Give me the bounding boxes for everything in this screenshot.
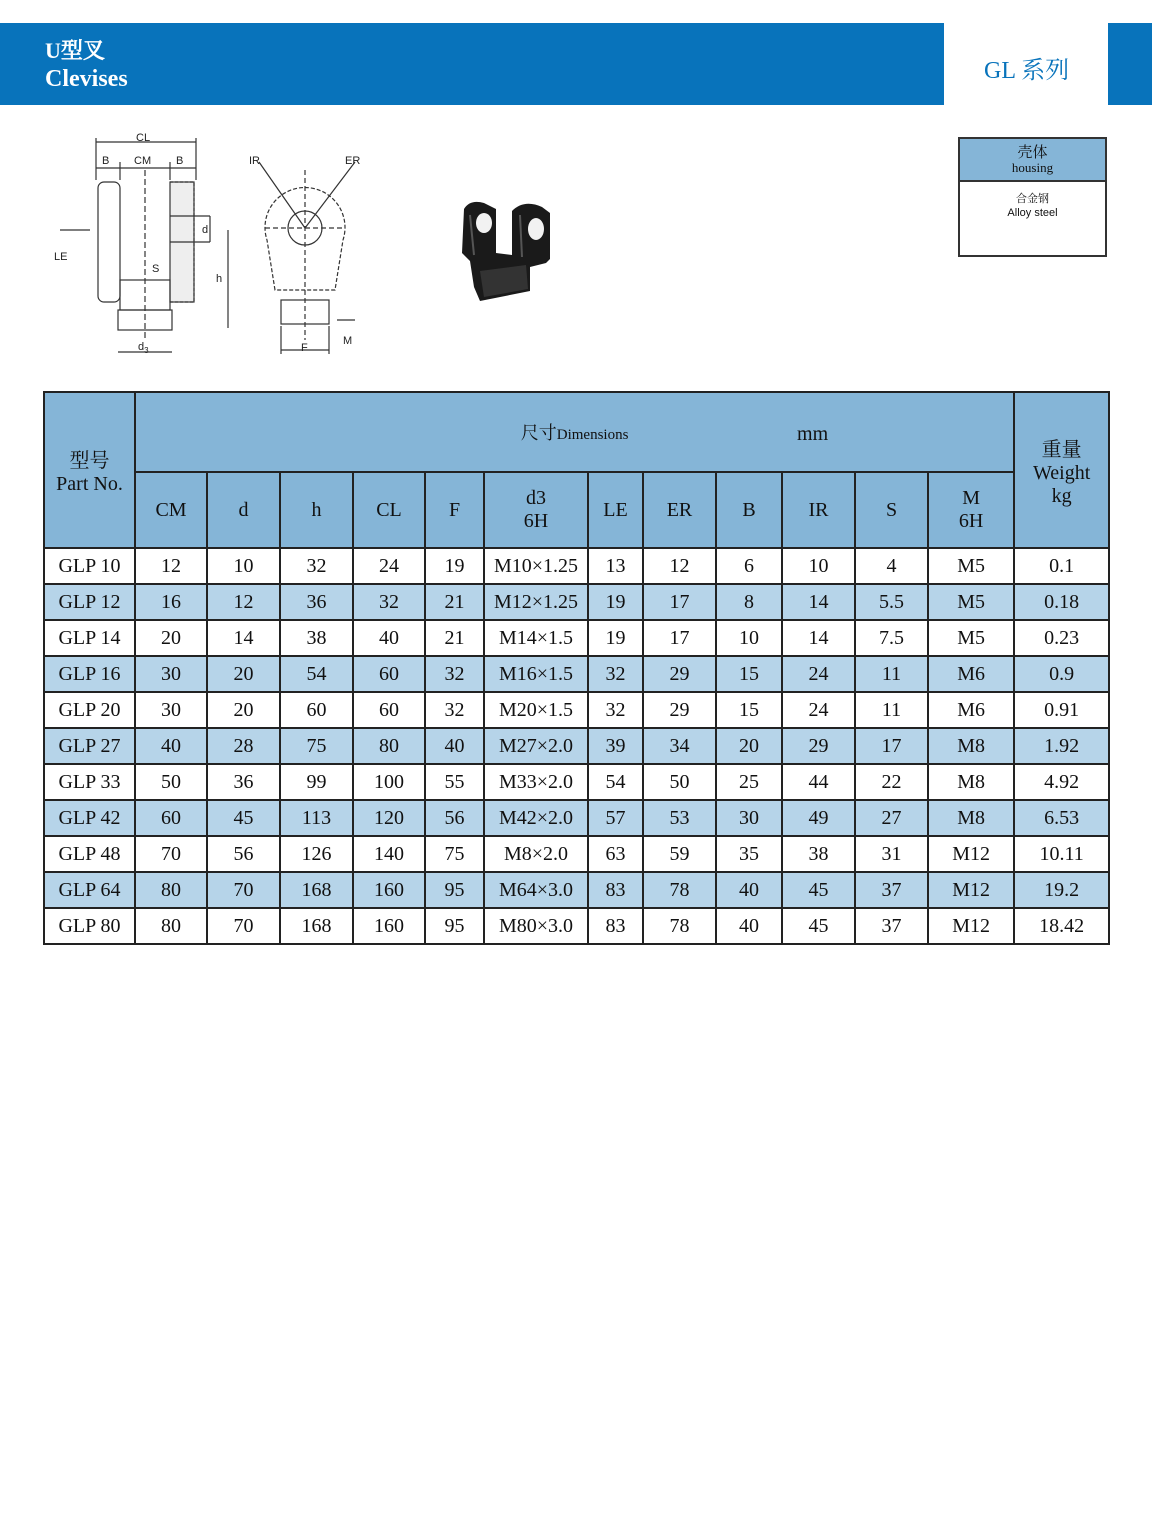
table-cell: M42×2.0 <box>484 800 588 836</box>
table-row <box>44 908 1109 944</box>
table-cell: 12 <box>135 548 207 584</box>
table-cell: 56 <box>425 800 484 836</box>
table-cell: 80 <box>135 908 207 944</box>
table-cell: 40 <box>353 620 425 656</box>
table-cell: 17 <box>643 584 716 620</box>
dimensions-header-cn: 尺寸 <box>520 423 557 443</box>
table-cell: 50 <box>135 764 207 800</box>
table-cell: 140 <box>353 836 425 872</box>
part-number-cell: GLP 14 <box>44 620 135 656</box>
table-cell: 60 <box>353 692 425 728</box>
table-cell: 160 <box>353 872 425 908</box>
column-header-label: IR <box>808 498 829 521</box>
table-cell: M8×2.0 <box>484 836 588 872</box>
table-cell: M5 <box>928 548 1014 584</box>
table-row <box>44 692 1109 728</box>
table-cell: M5 <box>928 584 1014 620</box>
table-cell: 22 <box>855 764 928 800</box>
column-header-sublabel: 6H <box>523 510 549 532</box>
dim-label-s: S <box>152 263 160 275</box>
table-cell: 5.5 <box>855 584 928 620</box>
weight-header-cn: 重量 <box>1041 438 1082 461</box>
page-title-cn: U型叉 <box>45 38 105 63</box>
table-cell: 45 <box>782 908 855 944</box>
column-header-label: d3 <box>526 487 546 509</box>
table-cell: 19 <box>425 548 484 584</box>
table-cell: 44 <box>782 764 855 800</box>
table-cell: 78 <box>643 872 716 908</box>
table-cell: 40 <box>716 908 782 944</box>
table-cell: 12 <box>207 584 280 620</box>
table-cell: M12 <box>928 836 1014 872</box>
column-header <box>207 472 280 548</box>
table-cell: M5 <box>928 620 1014 656</box>
table-cell: 14 <box>207 620 280 656</box>
table-cell: M16×1.5 <box>484 656 588 692</box>
table-cell: 54 <box>588 764 643 800</box>
table-cell: 30 <box>135 656 207 692</box>
table-cell: 54 <box>280 656 353 692</box>
table-cell: 19 <box>588 620 643 656</box>
table-cell: 38 <box>280 620 353 656</box>
dimensions-header <box>135 392 1014 472</box>
material-head-cn: 壳体 <box>1017 145 1048 161</box>
part-number-cell: GLP 12 <box>44 584 135 620</box>
table-cell: 17 <box>643 620 716 656</box>
table-cell: 45 <box>782 872 855 908</box>
table-cell: 29 <box>643 656 716 692</box>
table-cell: 17 <box>855 728 928 764</box>
column-header-label: CM <box>155 498 187 521</box>
table-cell: 75 <box>425 836 484 872</box>
table-cell: M20×1.5 <box>484 692 588 728</box>
table-cell: 15 <box>716 656 782 692</box>
table-row <box>44 872 1109 908</box>
table-cell: 32 <box>425 692 484 728</box>
table-cell: 49 <box>782 800 855 836</box>
table-cell: 14 <box>782 584 855 620</box>
dim-label-cl: CL <box>136 132 151 144</box>
weight-header <box>1014 392 1109 548</box>
part-number-cell: GLP 48 <box>44 836 135 872</box>
series-label: GL 系列 <box>984 58 1070 84</box>
material-value-cn: 合金钢 <box>1016 193 1049 205</box>
table-cell: 10 <box>716 620 782 656</box>
part-number-cell: GLP 80 <box>44 908 135 944</box>
table-cell: 28 <box>207 728 280 764</box>
column-header <box>855 472 928 548</box>
table-cell: 24 <box>782 656 855 692</box>
table-cell: 15 <box>716 692 782 728</box>
column-header <box>928 472 1014 548</box>
dim-label-ir: IR <box>249 155 260 167</box>
table-cell: 11 <box>855 656 928 692</box>
table-cell: 19 <box>588 584 643 620</box>
dim-label-b-right: B <box>176 155 184 167</box>
dimensions-table <box>43 391 1110 945</box>
table-cell: 70 <box>207 908 280 944</box>
table-cell: 16 <box>135 584 207 620</box>
table-cell: 0.18 <box>1014 584 1109 620</box>
column-header-label: h <box>311 498 322 521</box>
table-cell: 4.92 <box>1014 764 1109 800</box>
table-cell: 10 <box>207 548 280 584</box>
table-cell: M12 <box>928 872 1014 908</box>
table-cell: 56 <box>207 836 280 872</box>
part-number-cell: GLP 16 <box>44 656 135 692</box>
header-tab-block <box>1108 23 1152 105</box>
table-cell: 75 <box>280 728 353 764</box>
material-header <box>960 139 1105 182</box>
table-cell: 10.11 <box>1014 836 1109 872</box>
table-cell: M10×1.25 <box>484 548 588 584</box>
table-cell: 24 <box>782 692 855 728</box>
column-header <box>782 472 855 548</box>
table-cell: 37 <box>855 908 928 944</box>
weight-header-en: Weight <box>1033 461 1091 484</box>
table-row <box>44 764 1109 800</box>
table-cell: 20 <box>135 620 207 656</box>
table-cell: 0.23 <box>1014 620 1109 656</box>
column-header-label: B <box>742 498 756 521</box>
table-cell: 13 <box>588 548 643 584</box>
column-header <box>588 472 643 548</box>
part-number-cell: GLP 42 <box>44 800 135 836</box>
table-cell: 60 <box>280 692 353 728</box>
part-number-cell: GLP 64 <box>44 872 135 908</box>
header-band <box>0 23 944 105</box>
dim-label-er: ER <box>345 155 361 167</box>
table-cell: 168 <box>280 908 353 944</box>
table-cell: 36 <box>207 764 280 800</box>
table-cell: 80 <box>353 728 425 764</box>
table-cell: M64×3.0 <box>484 872 588 908</box>
column-header-label: F <box>448 498 461 521</box>
table-cell: M8 <box>928 800 1014 836</box>
table-cell: 70 <box>135 836 207 872</box>
table-cell: 168 <box>280 872 353 908</box>
page-title-en: Clevises <box>45 66 128 92</box>
table-cell: 18.42 <box>1014 908 1109 944</box>
column-header-label: S <box>885 498 898 521</box>
table-cell: 29 <box>782 728 855 764</box>
table-cell: 27 <box>855 800 928 836</box>
table-cell: 32 <box>588 692 643 728</box>
table-cell: 78 <box>643 908 716 944</box>
dimensions-unit: mm <box>797 423 829 445</box>
column-header-label: ER <box>666 498 693 521</box>
table-cell: 83 <box>588 908 643 944</box>
table-cell: 32 <box>353 584 425 620</box>
part-no-header <box>44 392 135 548</box>
table-cell: M12 <box>928 908 1014 944</box>
dim-label-b-left: B <box>102 155 110 167</box>
table-row <box>44 584 1109 620</box>
table-row <box>44 836 1109 872</box>
dim-label-d3: $d_3$ <box>138 341 149 355</box>
column-header-label: M <box>962 487 980 509</box>
table-cell: M8 <box>928 728 1014 764</box>
column-header-row <box>44 472 1109 548</box>
dim-label-d: d <box>202 224 209 236</box>
table-row <box>44 800 1109 836</box>
table-cell: 100 <box>353 764 425 800</box>
material-box <box>958 137 1107 257</box>
table-cell: M12×1.25 <box>484 584 588 620</box>
side-view-drawing <box>50 130 240 360</box>
table-cell: 160 <box>353 908 425 944</box>
table-cell: 45 <box>207 800 280 836</box>
front-view-drawing <box>245 150 375 360</box>
table-cell: 32 <box>588 656 643 692</box>
table-cell: 95 <box>425 872 484 908</box>
column-header <box>135 472 207 548</box>
table-cell: 59 <box>643 836 716 872</box>
column-header <box>716 472 782 548</box>
dim-label-h: h <box>216 273 223 285</box>
table-cell: 32 <box>425 656 484 692</box>
table-cell: M27×2.0 <box>484 728 588 764</box>
table-cell: 35 <box>716 836 782 872</box>
table-cell: 6.53 <box>1014 800 1109 836</box>
table-cell: 53 <box>643 800 716 836</box>
column-header-label: d <box>238 498 249 521</box>
table-cell: M33×2.0 <box>484 764 588 800</box>
dim-label-le: LE <box>54 251 68 263</box>
table-cell: 99 <box>280 764 353 800</box>
table-cell: 95 <box>425 908 484 944</box>
table-cell: 37 <box>855 872 928 908</box>
dim-label-m: M <box>343 335 353 347</box>
table-cell: 11 <box>855 692 928 728</box>
column-header <box>643 472 716 548</box>
table-cell: 25 <box>716 764 782 800</box>
table-cell: M14×1.5 <box>484 620 588 656</box>
table-cell: M6 <box>928 692 1014 728</box>
weight-header-unit: kg <box>1051 484 1072 507</box>
column-header <box>353 472 425 548</box>
table-cell: 24 <box>353 548 425 584</box>
table-cell: 36 <box>280 584 353 620</box>
table-cell: 60 <box>135 800 207 836</box>
table-cell: 83 <box>588 872 643 908</box>
table-cell: 21 <box>425 620 484 656</box>
part-number-cell: GLP 20 <box>44 692 135 728</box>
table-cell: 40 <box>716 872 782 908</box>
table-cell: 20 <box>716 728 782 764</box>
table-cell: 0.1 <box>1014 548 1109 584</box>
part-number-cell: GLP 27 <box>44 728 135 764</box>
table-row <box>44 728 1109 764</box>
table-cell: 113 <box>280 800 353 836</box>
column-header-sublabel: 6H <box>958 510 984 532</box>
table-cell: 50 <box>643 764 716 800</box>
table-cell: 0.9 <box>1014 656 1109 692</box>
table-cell: M6 <box>928 656 1014 692</box>
table-cell: 39 <box>588 728 643 764</box>
table-cell: 63 <box>588 836 643 872</box>
table-cell: 8 <box>716 584 782 620</box>
table-cell: M80×3.0 <box>484 908 588 944</box>
dimensions-header-en: Dimensions <box>556 427 629 443</box>
part-no-header-cn: 型号 <box>69 450 110 472</box>
dim-label-f: F <box>301 342 308 354</box>
table-cell: 4 <box>855 548 928 584</box>
table-cell: 31 <box>855 836 928 872</box>
dim-label-cm: CM <box>134 155 152 167</box>
table-cell: 126 <box>280 836 353 872</box>
table-cell: 57 <box>588 800 643 836</box>
table-body <box>44 548 1109 944</box>
dimensions-header-label <box>521 423 629 443</box>
table-cell: 55 <box>425 764 484 800</box>
table-row <box>44 656 1109 692</box>
table-cell: 19.2 <box>1014 872 1109 908</box>
clevis-product-image <box>450 195 565 310</box>
table-cell: 20 <box>207 692 280 728</box>
table-row <box>44 620 1109 656</box>
table-cell: 30 <box>135 692 207 728</box>
part-number-cell: GLP 33 <box>44 764 135 800</box>
column-header <box>280 472 353 548</box>
table-cell: 6 <box>716 548 782 584</box>
material-head-en: housing <box>1011 160 1054 175</box>
table-cell: 1.92 <box>1014 728 1109 764</box>
table-cell: 40 <box>425 728 484 764</box>
table-cell: 7.5 <box>855 620 928 656</box>
part-number-cell: GLP 10 <box>44 548 135 584</box>
table-cell: 120 <box>353 800 425 836</box>
table-cell: 14 <box>782 620 855 656</box>
material-value-en: Alloy steel <box>1007 207 1058 219</box>
table-cell: 21 <box>425 584 484 620</box>
material-value <box>960 182 1105 220</box>
table-cell: 70 <box>207 872 280 908</box>
table-row <box>44 548 1109 584</box>
table-cell: 10 <box>782 548 855 584</box>
column-header-label: LE <box>603 498 628 521</box>
column-header <box>484 472 588 548</box>
table-cell: 0.91 <box>1014 692 1109 728</box>
table-cell: 20 <box>207 656 280 692</box>
table-cell: 30 <box>716 800 782 836</box>
column-header <box>425 472 484 548</box>
table-cell: 60 <box>353 656 425 692</box>
table-cell: 38 <box>782 836 855 872</box>
table-cell: 32 <box>280 548 353 584</box>
table-cell: 12 <box>643 548 716 584</box>
table-cell: 80 <box>135 872 207 908</box>
table-cell: 40 <box>135 728 207 764</box>
table-cell: M8 <box>928 764 1014 800</box>
table-cell: 29 <box>643 692 716 728</box>
column-header-label: CL <box>376 498 402 521</box>
part-no-header-en: Part No. <box>56 473 123 495</box>
table-cell: 34 <box>643 728 716 764</box>
